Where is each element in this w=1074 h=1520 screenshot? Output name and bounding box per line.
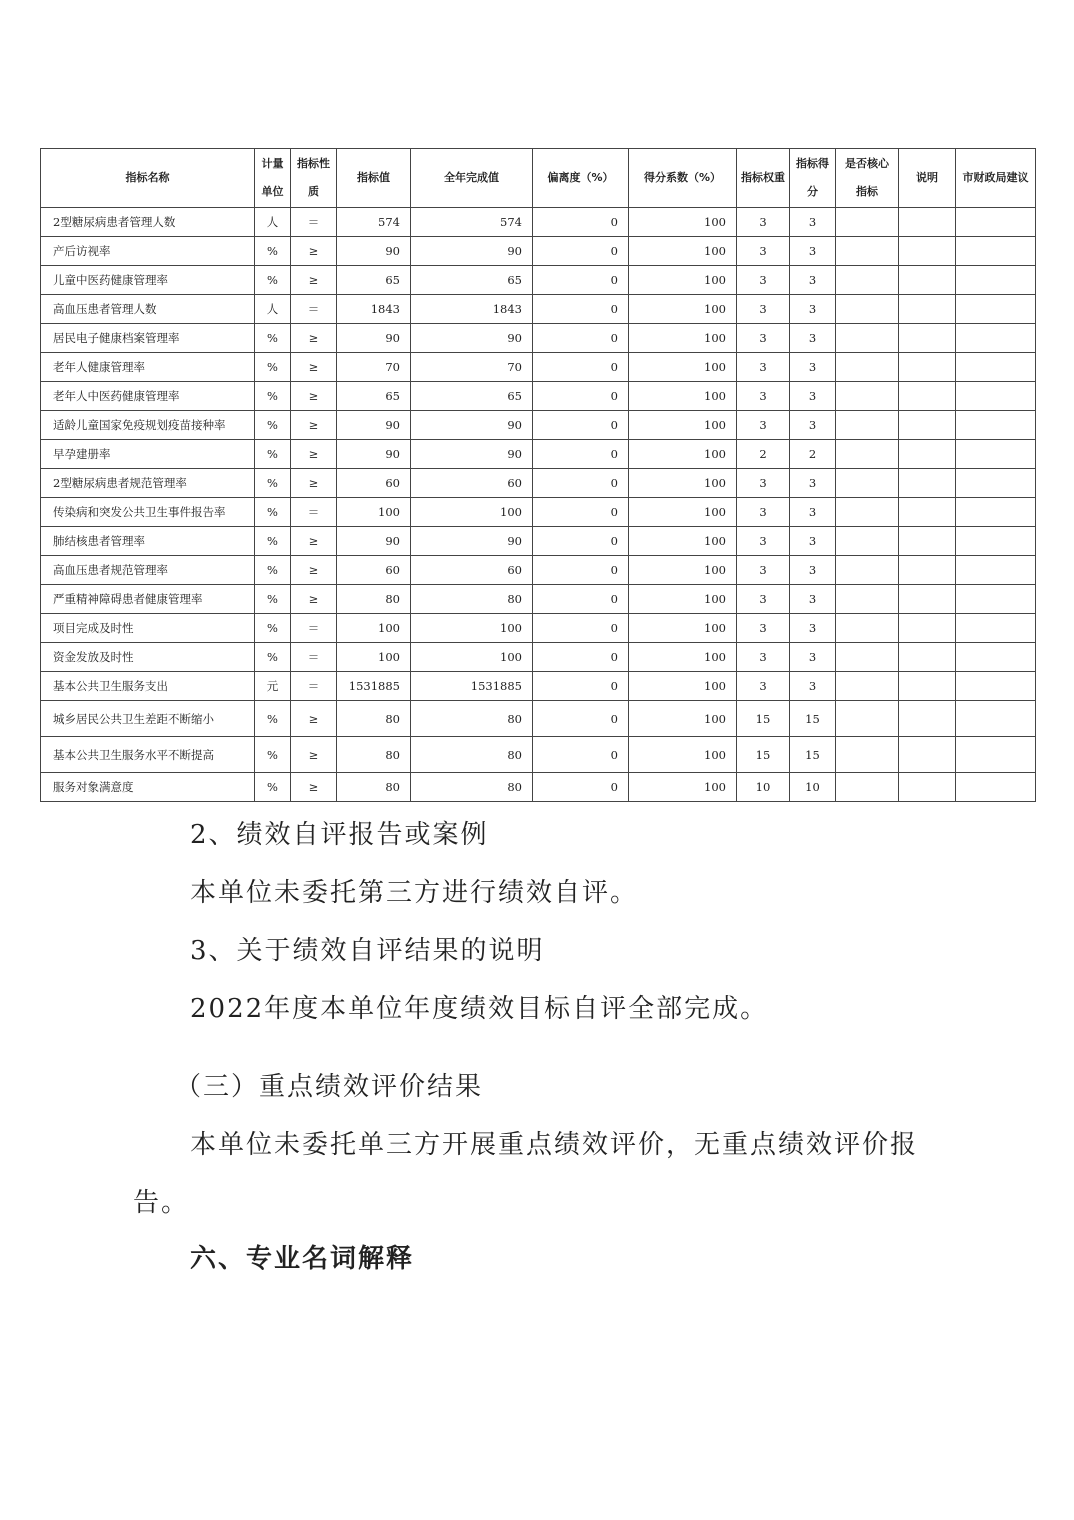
table-cell: 0 xyxy=(533,411,629,440)
table-cell: % xyxy=(255,266,291,295)
table-cell: 15 xyxy=(737,701,790,737)
table-cell: 0 xyxy=(533,295,629,324)
table-cell: 0 xyxy=(533,737,629,773)
table-cell: 70 xyxy=(337,353,411,382)
table-cell: 3 xyxy=(790,411,836,440)
table-cell: 90 xyxy=(411,527,533,556)
table-cell: 0 xyxy=(533,469,629,498)
table-cell: 0 xyxy=(533,498,629,527)
table-cell: 3 xyxy=(737,237,790,266)
performance-indicator-table xyxy=(40,148,1036,802)
table-row xyxy=(41,382,1036,411)
header-row xyxy=(41,149,1036,208)
table-cell: 100 xyxy=(629,266,737,295)
section-3-text: 2022年度本单位年度绩效目标自评全部完成。 xyxy=(190,994,769,1024)
table-cell: 60 xyxy=(337,469,411,498)
table-cell: 0 xyxy=(533,527,629,556)
table-cell xyxy=(899,469,956,498)
column-header: 指标名称 xyxy=(41,149,255,208)
table-cell: ≥ xyxy=(291,411,337,440)
table-cell: 1531885 xyxy=(337,672,411,701)
table-cell: 3 xyxy=(737,382,790,411)
table-cell: 老年人中医药健康管理率 xyxy=(41,382,255,411)
table-cell: 3 xyxy=(790,643,836,672)
table-cell: 10 xyxy=(737,773,790,802)
table-cell: 100 xyxy=(337,498,411,527)
table-cell: ≥ xyxy=(291,585,337,614)
table-row xyxy=(41,672,1036,701)
section-2-title: 2、绩效自评报告或案例 xyxy=(190,820,489,850)
table-cell: 人 xyxy=(255,295,291,324)
table-row xyxy=(41,614,1036,643)
table-cell xyxy=(899,237,956,266)
table-cell: 2 xyxy=(790,440,836,469)
table-cell xyxy=(899,324,956,353)
table-cell: % xyxy=(255,353,291,382)
table-cell: % xyxy=(255,498,291,527)
table-cell: 3 xyxy=(790,266,836,295)
table-cell: 0 xyxy=(533,672,629,701)
table-cell: 服务对象满意度 xyxy=(41,773,255,802)
table-cell: 高血压患者规范管理率 xyxy=(41,556,255,585)
table-cell: ≥ xyxy=(291,773,337,802)
part-3-text-line1: 本单位未委托单三方开展重点绩效评价，无重点绩效评价报 xyxy=(190,1130,919,1160)
table-cell: 574 xyxy=(337,208,411,237)
table-cell: 100 xyxy=(411,643,533,672)
table-cell: 65 xyxy=(337,382,411,411)
column-header: 指标权重 xyxy=(737,149,790,208)
table-row xyxy=(41,737,1036,773)
table-cell: 15 xyxy=(790,737,836,773)
table-cell: 0 xyxy=(533,382,629,411)
table-cell xyxy=(899,266,956,295)
table-row xyxy=(41,773,1036,802)
table-cell: ≥ xyxy=(291,324,337,353)
table-cell: 100 xyxy=(629,701,737,737)
table-row xyxy=(41,469,1036,498)
table-cell xyxy=(836,295,899,324)
table-cell: % xyxy=(255,527,291,556)
column-header: 指标性质 xyxy=(291,149,337,208)
table-cell: 2 xyxy=(737,440,790,469)
table-cell xyxy=(956,773,1036,802)
table-cell: 0 xyxy=(533,556,629,585)
table-cell: 100 xyxy=(411,614,533,643)
table-cell xyxy=(899,701,956,737)
table-cell: 3 xyxy=(737,527,790,556)
table-cell: 1843 xyxy=(411,295,533,324)
table-cell: 80 xyxy=(411,701,533,737)
table-cell xyxy=(836,773,899,802)
table-cell: 0 xyxy=(533,643,629,672)
table-cell: 100 xyxy=(629,773,737,802)
table-cell: ≥ xyxy=(291,527,337,556)
table-cell xyxy=(899,643,956,672)
table-cell: 0 xyxy=(533,614,629,643)
table-cell: 高血压患者管理人数 xyxy=(41,295,255,324)
table-cell xyxy=(899,556,956,585)
table-cell: 100 xyxy=(629,737,737,773)
table-cell: ≥ xyxy=(291,237,337,266)
table-cell: ＝ xyxy=(291,672,337,701)
table-cell: % xyxy=(255,585,291,614)
table-row xyxy=(41,440,1036,469)
table-header xyxy=(41,149,1036,208)
table-cell xyxy=(956,208,1036,237)
table-row xyxy=(41,266,1036,295)
table-row xyxy=(41,237,1036,266)
table-cell: 产后访视率 xyxy=(41,237,255,266)
table-cell: 3 xyxy=(737,643,790,672)
table-cell xyxy=(836,643,899,672)
table-cell xyxy=(836,411,899,440)
table-cell: 人 xyxy=(255,208,291,237)
table-cell: 80 xyxy=(411,773,533,802)
table-cell: 60 xyxy=(411,556,533,585)
table-cell: 2型糖尿病患者管理人数 xyxy=(41,208,255,237)
table-cell xyxy=(836,324,899,353)
table-cell: 1843 xyxy=(337,295,411,324)
table-cell: 3 xyxy=(790,295,836,324)
table-cell xyxy=(956,237,1036,266)
table-cell: 100 xyxy=(629,324,737,353)
table-cell: 90 xyxy=(411,237,533,266)
table-cell: 60 xyxy=(411,469,533,498)
table-cell: 3 xyxy=(790,614,836,643)
table-cell xyxy=(836,527,899,556)
table-cell: ≥ xyxy=(291,266,337,295)
table-cell: 3 xyxy=(790,527,836,556)
table-cell: 65 xyxy=(411,382,533,411)
table-cell xyxy=(836,469,899,498)
table-cell: 90 xyxy=(337,527,411,556)
table-cell xyxy=(956,701,1036,737)
table-cell: % xyxy=(255,237,291,266)
table-cell xyxy=(836,353,899,382)
table-row xyxy=(41,295,1036,324)
table-cell: 100 xyxy=(629,527,737,556)
table-cell xyxy=(899,614,956,643)
table-cell xyxy=(899,498,956,527)
table-body xyxy=(41,208,1036,802)
table-row xyxy=(41,585,1036,614)
table-cell: ≥ xyxy=(291,469,337,498)
table-cell: 100 xyxy=(629,498,737,527)
table-cell: 90 xyxy=(411,411,533,440)
table-cell: 3 xyxy=(790,469,836,498)
table-cell: 100 xyxy=(629,643,737,672)
table-cell: 0 xyxy=(533,585,629,614)
table-cell: 传染病和突发公共卫生事件报告率 xyxy=(41,498,255,527)
table-cell xyxy=(956,440,1036,469)
table-cell: 3 xyxy=(737,324,790,353)
table-cell: 15 xyxy=(737,737,790,773)
table-cell: 0 xyxy=(533,237,629,266)
table-cell: 3 xyxy=(790,208,836,237)
table-cell: 90 xyxy=(337,411,411,440)
column-header: 计量单位 xyxy=(255,149,291,208)
table-cell: 574 xyxy=(411,208,533,237)
table-cell xyxy=(836,498,899,527)
table-cell: ＝ xyxy=(291,614,337,643)
table-cell xyxy=(899,585,956,614)
table-cell: 80 xyxy=(411,585,533,614)
table-cell: 100 xyxy=(629,614,737,643)
table-cell: 3 xyxy=(737,469,790,498)
table-cell: 3 xyxy=(790,672,836,701)
table-cell: 80 xyxy=(337,737,411,773)
table-cell: ≥ xyxy=(291,701,337,737)
section-3-title: 3、关于绩效自评结果的说明 xyxy=(190,936,545,966)
table-cell: 3 xyxy=(790,324,836,353)
table-cell: ≥ xyxy=(291,737,337,773)
table-cell xyxy=(899,773,956,802)
table-cell xyxy=(899,672,956,701)
table-cell xyxy=(956,469,1036,498)
table-cell: 100 xyxy=(629,382,737,411)
table-cell: 项目完成及时性 xyxy=(41,614,255,643)
table-cell xyxy=(836,382,899,411)
table-cell: 100 xyxy=(337,643,411,672)
table-cell: 65 xyxy=(411,266,533,295)
table-cell: % xyxy=(255,643,291,672)
table-cell xyxy=(836,237,899,266)
table-cell xyxy=(899,208,956,237)
table-cell xyxy=(956,498,1036,527)
table-cell: 15 xyxy=(790,701,836,737)
column-header: 指标值 xyxy=(337,149,411,208)
table-cell: 80 xyxy=(411,737,533,773)
table-cell: 0 xyxy=(533,440,629,469)
table-cell xyxy=(899,353,956,382)
table-cell: 3 xyxy=(737,353,790,382)
table-cell xyxy=(899,440,956,469)
table-cell: 肺结核患者管理率 xyxy=(41,527,255,556)
table-cell: % xyxy=(255,411,291,440)
table-cell: 3 xyxy=(737,295,790,324)
table-cell: 100 xyxy=(629,208,737,237)
table-cell: 3 xyxy=(790,237,836,266)
table-cell: % xyxy=(255,737,291,773)
table-row xyxy=(41,527,1036,556)
table-cell: 0 xyxy=(533,208,629,237)
table-cell: 100 xyxy=(629,440,737,469)
column-header: 得分系数（%） xyxy=(629,149,737,208)
table-cell: ≥ xyxy=(291,556,337,585)
table-cell: 100 xyxy=(629,237,737,266)
table-cell: 严重精神障碍患者健康管理率 xyxy=(41,585,255,614)
table-cell: % xyxy=(255,324,291,353)
table-cell xyxy=(956,585,1036,614)
table-cell: 90 xyxy=(411,324,533,353)
table-cell: 3 xyxy=(737,208,790,237)
table-cell: 城乡居民公共卫生差距不断缩小 xyxy=(41,701,255,737)
column-header: 市财政局建议 xyxy=(956,149,1036,208)
column-header: 是否核心指标 xyxy=(836,149,899,208)
table-cell xyxy=(836,266,899,295)
table-cell xyxy=(956,353,1036,382)
table-cell xyxy=(899,295,956,324)
table-row xyxy=(41,208,1036,237)
table-cell: 早孕建册率 xyxy=(41,440,255,469)
table-cell xyxy=(899,382,956,411)
table-cell xyxy=(836,556,899,585)
table-cell: 3 xyxy=(790,498,836,527)
table-cell: 3 xyxy=(790,585,836,614)
table-cell: 70 xyxy=(411,353,533,382)
table-cell xyxy=(836,440,899,469)
table-row xyxy=(41,643,1036,672)
table-row xyxy=(41,411,1036,440)
table-cell: 3 xyxy=(737,266,790,295)
column-header: 说明 xyxy=(899,149,956,208)
table-cell xyxy=(956,614,1036,643)
table-cell: 100 xyxy=(629,411,737,440)
table-cell: ≥ xyxy=(291,382,337,411)
table-cell: % xyxy=(255,614,291,643)
table-cell: 3 xyxy=(737,498,790,527)
table-cell: 2型糖尿病患者规范管理率 xyxy=(41,469,255,498)
table-cell xyxy=(899,737,956,773)
table-cell xyxy=(956,295,1036,324)
table-cell xyxy=(956,737,1036,773)
table-cell: 居民电子健康档案管理率 xyxy=(41,324,255,353)
table-cell: 儿童中医药健康管理率 xyxy=(41,266,255,295)
table-cell: 3 xyxy=(737,672,790,701)
table-cell xyxy=(836,585,899,614)
table-cell: % xyxy=(255,556,291,585)
table-cell: 资金发放及时性 xyxy=(41,643,255,672)
table-cell: ＝ xyxy=(291,208,337,237)
table-cell: 0 xyxy=(533,701,629,737)
table-row xyxy=(41,498,1036,527)
table-cell: 0 xyxy=(533,353,629,382)
table-cell xyxy=(836,208,899,237)
part-3-title: （三）重点绩效评价结果 xyxy=(175,1072,484,1102)
table-cell xyxy=(899,527,956,556)
table-cell: 60 xyxy=(337,556,411,585)
table-cell: 90 xyxy=(411,440,533,469)
column-header: 全年完成值 xyxy=(411,149,533,208)
table-cell: 100 xyxy=(629,469,737,498)
table-cell xyxy=(836,614,899,643)
table-cell: 适龄儿童国家免疫规划疫苗接种率 xyxy=(41,411,255,440)
table-cell: 3 xyxy=(737,585,790,614)
section-6-title: 六、专业名词解释 xyxy=(190,1244,415,1274)
column-header: 偏离度（%） xyxy=(533,149,629,208)
table-cell: ≥ xyxy=(291,440,337,469)
table-cell xyxy=(836,737,899,773)
table-row xyxy=(41,353,1036,382)
table-cell: 100 xyxy=(629,295,737,324)
table-cell: ≥ xyxy=(291,353,337,382)
column-header: 指标得分 xyxy=(790,149,836,208)
table-cell: % xyxy=(255,382,291,411)
table-cell: % xyxy=(255,773,291,802)
table-cell: ＝ xyxy=(291,498,337,527)
table-cell xyxy=(956,266,1036,295)
table-cell: 100 xyxy=(411,498,533,527)
table-cell: 80 xyxy=(337,585,411,614)
table-cell: 100 xyxy=(629,672,737,701)
table-cell: 100 xyxy=(629,556,737,585)
table-cell xyxy=(836,701,899,737)
table-cell: 3 xyxy=(790,382,836,411)
table-cell: 100 xyxy=(629,585,737,614)
table-cell xyxy=(956,556,1036,585)
table-cell: 3 xyxy=(737,411,790,440)
table-cell xyxy=(956,643,1036,672)
table-cell: 100 xyxy=(337,614,411,643)
table-cell: % xyxy=(255,701,291,737)
table-cell xyxy=(956,672,1036,701)
table-cell: % xyxy=(255,440,291,469)
table-cell: 3 xyxy=(790,556,836,585)
table-cell xyxy=(956,382,1036,411)
table-cell: 元 xyxy=(255,672,291,701)
section-2-text: 本单位未委托第三方进行绩效自评。 xyxy=(190,878,639,908)
table-cell: ＝ xyxy=(291,295,337,324)
table-cell xyxy=(899,411,956,440)
table-cell: 80 xyxy=(337,773,411,802)
table-cell: 3 xyxy=(790,353,836,382)
table-cell: % xyxy=(255,469,291,498)
table-cell: 80 xyxy=(337,701,411,737)
table-cell: 100 xyxy=(629,353,737,382)
table-cell: 65 xyxy=(337,266,411,295)
table-cell xyxy=(956,324,1036,353)
table-cell: 3 xyxy=(737,556,790,585)
table-cell: 老年人健康管理率 xyxy=(41,353,255,382)
table-cell: 0 xyxy=(533,324,629,353)
table-cell: 基本公共卫生服务支出 xyxy=(41,672,255,701)
table-cell xyxy=(836,672,899,701)
table-row xyxy=(41,701,1036,737)
part-3-text-line2: 告。 xyxy=(133,1188,190,1218)
table-cell xyxy=(956,411,1036,440)
table-cell: 0 xyxy=(533,266,629,295)
table-cell xyxy=(956,527,1036,556)
table-cell: 基本公共卫生服务水平不断提高 xyxy=(41,737,255,773)
table-cell: 3 xyxy=(737,614,790,643)
table-cell: 1531885 xyxy=(411,672,533,701)
table-cell: 90 xyxy=(337,440,411,469)
table-cell: ＝ xyxy=(291,643,337,672)
table-cell: 90 xyxy=(337,237,411,266)
table-cell: 10 xyxy=(790,773,836,802)
table-cell: 0 xyxy=(533,773,629,802)
table-row xyxy=(41,556,1036,585)
table-row xyxy=(41,324,1036,353)
table-cell: 90 xyxy=(337,324,411,353)
